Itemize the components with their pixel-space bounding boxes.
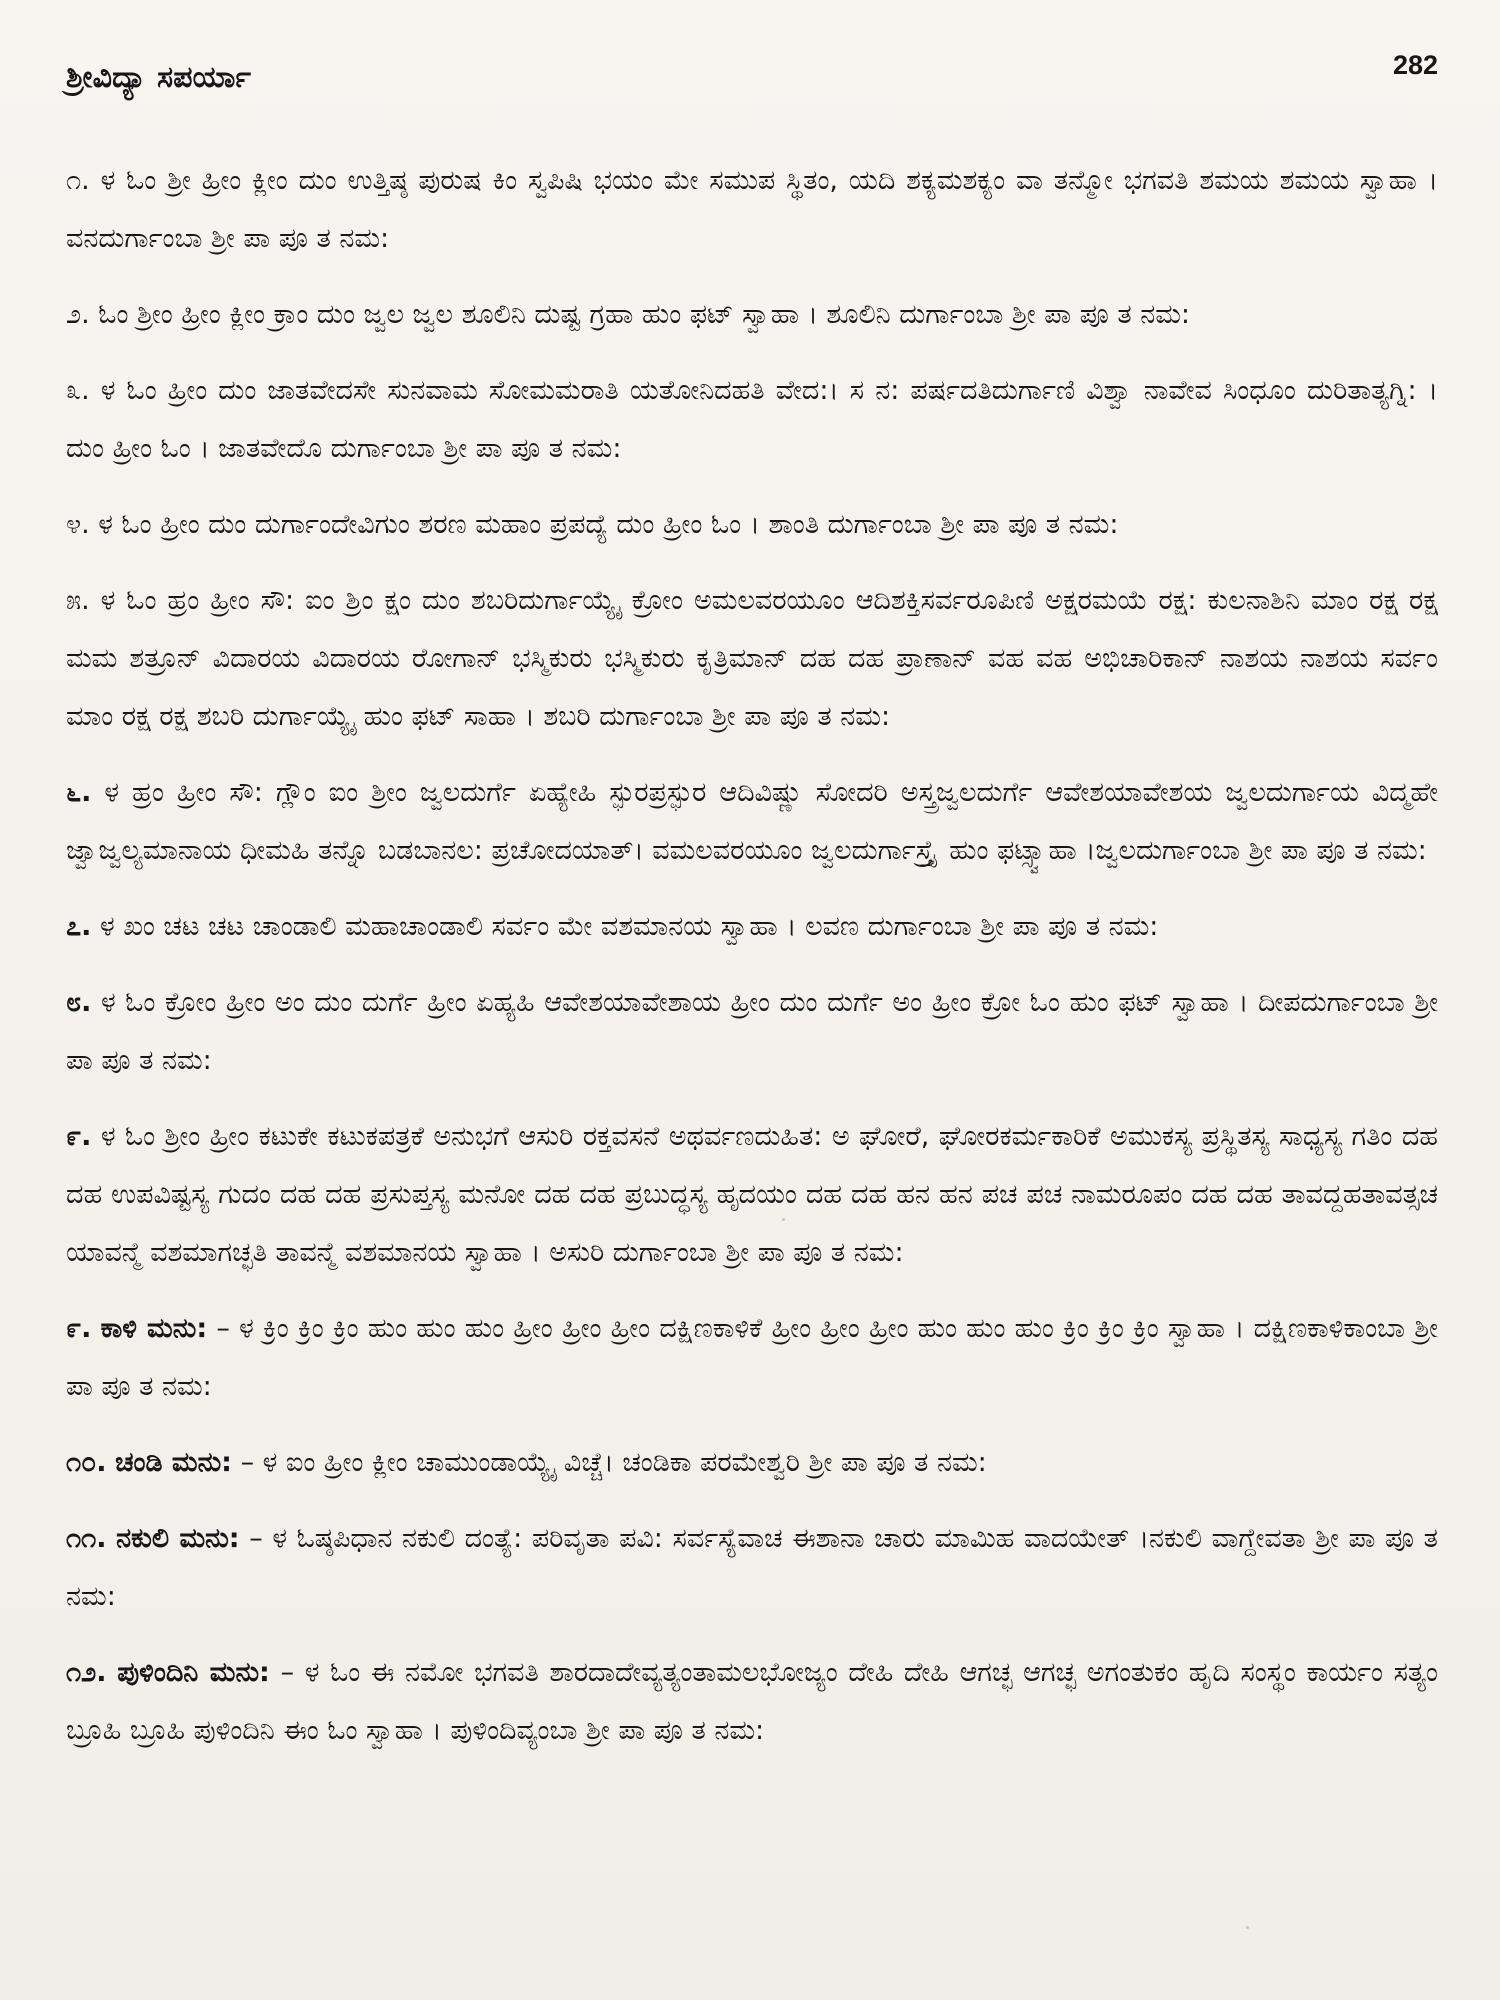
mantra-text: ಳ ಓಂ ಹ್ರಂ ಹ್ರೀಂ ಸೌ: ಐಂ ಶ್ರಿಂ ಕ್ಷಂ ದುಂ ಶಬರಿದುರ್ಗಾಯ್ಯೈ ಕ್ರೋಂ ಅಮಲವರಯೂಂ ಆದಿಶಕ್ತಿಸರ್ವರೂಪಿಣಿ ಅಕ್ಷರಮಯೆ ರಕ್ಷ: ಕುಲನಾಶಿನಿ ಮಾಂ ರಕ್ಷ ರಕ್ಷ ಮಮ ಶತ್ರೂನ್ ವಿದಾರಯ ವಿದಾರಯ ರೋಗಾನ್ ಭಸ್ಮಿಕುರು ಭಸ್ಮಿಕುರು ಕೃತ್ರಿಮಾನ್ ದಹ ದಹ ಪ್ರಾಣಾನ್ ವಹ ವಹ ಅಭಿಚಾರಿಕಾನ್ ನಾಶಯ ನಾಶಯ ಸರ್ವಂ ಮಾಂ ರಕ್ಷ ರಕ್ಷ ಶಬರಿ ದುರ್ಗಾಯ್ಯೈ ಹುಂ ಫಟ್ ಸಾಹಾ । ಶಬರಿ ದುರ್ಗಾಂಬಾ ಶ್ರೀ ಪಾ ಪೂ ತ ನಮ: xyxy=(66,585,1438,732)
page-header xyxy=(66,50,1438,112)
mantra-text: ಳ ಓಂ ಹ್ರೀಂ ದುಂ ದುರ್ಗಾಂದೇವಿಗುಂ ಶರಣ ಮಹಾಂ ಪ್ರಪದ್ಯೆ ದುಂ ಹ್ರೀಂ ಓಂ । ಶಾಂತಿ ದುರ್ಗಾಂಬಾ ಶ್ರೀ ಪಾ ಪೂ ತ ನಮ: xyxy=(98,509,1119,540)
mantra-heading: ನಕುಲಿ ಮನು: xyxy=(116,1523,240,1554)
mantra-text: – ಳ ಓಷ್ಠಪಿಧಾನ ನಕುಲಿ ದಂತ್ಯೆ: ಪರಿವೃತಾ ಪವಿ: ಸರ್ವಸ್ಯೆವಾಚ ಈಶಾನಾ ಚಾರು ಮಾಮಿಹ ವಾದಯೇತ್ ।ನಕುಲಿ ವಾಗ್ದೇವತಾ ಶ್ರೀ ಪಾ ಪೂ ತ ನಮ: xyxy=(66,1523,1438,1612)
mantra-number: ೪. xyxy=(66,509,90,540)
mantra-heading: ಚಂಡಿ ಮನು: xyxy=(115,1447,232,1478)
mantra-paragraph-4 xyxy=(66,496,1438,554)
running-title: ಶ್ರೀವಿದ್ಯಾ ಸಪರ್ಯಾ xyxy=(66,60,252,95)
mantra-paragraph-6 xyxy=(66,764,1438,880)
scan-speck xyxy=(782,1218,785,1221)
mantra-number: ೧೨. xyxy=(66,1657,107,1688)
mantra-paragraph-9 xyxy=(66,1108,1438,1282)
mantra-paragraph-13 xyxy=(66,1644,1438,1760)
mantra-number: ೧೧. xyxy=(66,1523,107,1554)
mantra-number: ೧೦. xyxy=(66,1447,107,1478)
mantra-number: ೬. xyxy=(66,777,92,808)
mantra-text: – ಳ ಓಂ ಈ ನಮೋ ಭಗವತಿ ಶಾರದಾದೇವ್ಯತ್ಯಂತಾಮಲಭೋಜ್ಯಂ ದೇಹಿ ದೇಹಿ ಆಗಚ್ಛ ಆಗಚ್ಛ ಅಗಂತುಕಂ ಹೃದಿ ಸಂಸ್ಥಂ ಕಾರ್ಯಂ ಸತ್ಯಂ ಬ್ರೂಹಿ ಬ್ರೂಹಿ ಪುಳಿಂದಿನಿ ಈಂ ಓಂ ಸ್ವಾಹಾ । ಪುಳಿಂದಿವ್ಯಂಬಾ ಶ್ರೀ ಪಾ ಪೂ ತ ನಮ: xyxy=(66,1657,1439,1746)
mantra-text: ಳ ಓಂ ಹ್ರೀಂ ದುಂ ಜಾತವೇದಸೇ ಸುನವಾಮ ಸೋಮಮರಾತಿ ಯತೋನಿದಹತಿ ವೇದ:। ಸ ನ: ಪರ್ಷದತಿದುರ್ಗಾಣಿ ವಿಶ್ವಾ ನಾವೇವ ಸಿಂಧೂಂ ದುರಿತಾತ್ಯಗ್ನಿ: । ದುಂ ಹ್ರೀಂ ಓಂ । ಜಾತವೇದೊ ದುರ್ಗಾಂಬಾ ಶ್ರೀ ಪಾ ಪೂ ತ ನಮ: xyxy=(66,375,1438,464)
mantra-paragraph-5 xyxy=(66,572,1438,746)
mantra-paragraph-11 xyxy=(66,1434,1438,1492)
mantra-text: – ಳ ಐಂ ಹ್ರೀಂ ಕ್ಲೀಂ ಚಾಮುಂಡಾಯ್ಯೈ ವಿಚ್ಚೆ। ಚಂಡಿಕಾ ಪರಮೇಶ್ವರಿ ಶ್ರೀ ಪಾ ಪೂ ತ ನಮ: xyxy=(240,1447,987,1478)
mantra-number: ೮. xyxy=(66,987,92,1018)
mantra-paragraph-7 xyxy=(66,898,1438,956)
mantra-heading: ಪುಳಿಂದಿನಿ ಮನು: xyxy=(117,1657,270,1688)
mantra-number: ೧. xyxy=(66,165,90,196)
mantra-number: ೭. xyxy=(66,911,92,942)
page-number: 282 xyxy=(1392,50,1438,80)
mantra-text: ಳ ಓಂ ಕ್ರೋಂ ಹ್ರೀಂ ಅಂ ದುಂ ದುರ್ಗೆ ಹ್ರೀಂ ಏಹ್ಯಹಿ ಆವೇಶಯಾವೇಶಾಯ ಹ್ರೀಂ ದುಂ ದುರ್ಗೆ ಅಂ ಹ್ರೀಂ ಕ್ರೋ ಓಂ ಹುಂ ಫಟ್ ಸ್ವಾಹಾ । ದೀಪದುರ್ಗಾಂಬಾ ಶ್ರೀ ಪಾ ಪೂ ತ ನಮ: xyxy=(66,987,1438,1076)
mantra-paragraph-3 xyxy=(66,362,1438,478)
mantra-text: – ಳ ಕ್ರಿಂ ಕ್ರಿಂ ಕ್ರಿಂ ಹುಂ ಹುಂ ಹುಂ ಹ್ರೀಂ ಹ್ರೀಂ ಹ್ರೀಂ ದಕ್ಷಿಣಕಾಳಿಕೆ ಹ್ರೀಂ ಹ್ರೀಂ ಹ್ರೀಂ ಹುಂ ಹುಂ ಹುಂ ಕ್ರಿಂ ಕ್ರಿಂ ಕ್ರಿಂ ಸ್ವಾಹಾ । ದಕ್ಷಿಣಕಾಳಿಕಾಂಬಾ ಶ್ರೀ ಪಾ ಪೂ ತ ನಮ: xyxy=(66,1313,1438,1402)
mantra-heading: ಕಾಳಿ ಮನು: xyxy=(100,1313,208,1344)
mantra-text: ಳ ಓಂ ಶ್ರೀ ಹ್ರೀಂ ಕ್ಲೀಂ ದುಂ ಉತ್ತಿಷ್ಠ ಪುರುಷ ಕಿಂ ಸ್ವಪಿಷಿ ಭಯಂ ಮೇ ಸಮುಪ ಸ್ಥಿತಂ, ಯದಿ ಶಕ್ಯಮಶಕ್ಯಂ ವಾ ತನ್ಮೋ ಭಗವತಿ ಶಮಯ ಶಮಯ ಸ್ವಾಹಾ । ವನದುರ್ಗಾಂಬಾ ಶ್ರೀ ಪಾ ಪೂ ತ ನಮ: xyxy=(66,165,1438,254)
mantra-list xyxy=(66,152,1438,1760)
mantra-text: ಳ ಓಂ ಶ್ರೀಂ ಹ್ರೀಂ ಕಟುಕೇ ಕಟುಕಪತ್ರಕೆ ಅನುಭಗೆ ಆಸುರಿ ರಕ್ತವಸನೆ ಅಥರ್ವಣದುಹಿತ: ಅ ಘೋರೆ, ಘೋರಕರ್ಮಕಾರಿಕೆ ಅಮುಕಸ್ಯ ಪ್ರಸ್ಥಿತಸ್ಯ ಸಾಧ್ಯಸ್ಯ ಗತಿಂ ದಹ ದಹ ಉಪವಿಷ್ಟಸ್ಯ ಗುದಂ ದಹ ದಹ ಪ್ರಸುಪ್ತಸ್ಯ ಮನೋ ದಹ ದಹ ಪ್ರಬುದ್ಧಸ್ಯ ಹೃದಯಂ ದಹ ದಹ ಹನ ಹನ ಪಚ ಪಚ ನಾಮರೂಪಂ ದಹ ದಹ ತಾವದ್ದಹತಾವತ್ಸಚ ಯಾವನ್ಮೆ ವಶಮಾಗಚ್ಛತಿ ತಾವನ್ಮೆ ವಶಮಾನಯ ಸ್ವಾಹಾ । ಅಸುರಿ ದುರ್ಗಾಂಬಾ ಶ್ರೀ ಪಾ ಪೂ ತ ನಮ: xyxy=(66,1121,1438,1268)
mantra-paragraph-12 xyxy=(66,1510,1438,1626)
mantra-paragraph-1 xyxy=(66,152,1438,268)
mantra-text: ಳ ಖಂ ಚಟ ಚಟ ಚಾಂಡಾಲಿ ಮಹಾಚಾಂಡಾಲಿ ಸರ್ವಂ ಮೇ ವಶಮಾನಯ ಸ್ವಾಹಾ । ಲವಣ ದುರ್ಗಾಂಬಾ ಶ್ರೀ ಪಾ ಪೂ ತ ನಮ: xyxy=(99,911,1159,942)
mantra-text: ಓಂ ಶ್ರೀಂ ಹ್ರೀಂ ಕ್ಲೀಂ ಕ್ರಾಂ ದುಂ ಜ್ವಲ ಜ್ವಲ ಶೂಲಿನಿ ದುಷ್ಟ ಗ್ರಹಾ ಹುಂ ಫಟ್ ಸ್ವಾಹಾ । ಶೂಲಿನಿ ದುರ್ಗಾಂಬಾ ಶ್ರೀ ಪಾ ಪೂ ತ ನಮ: xyxy=(98,299,1191,330)
mantra-paragraph-8 xyxy=(66,974,1438,1090)
mantra-number: ೯. xyxy=(66,1313,92,1344)
mantra-text: ಳ ಹ್ರಂ ಹ್ರೀಂ ಸೌ: ಗ್ಲೌಂ ಐಂ ಶ್ರೀಂ ಜ್ವಲದುರ್ಗೆ ಏಹ್ಯೇಹಿ ಸ್ಫುರಪ್ರಸ್ಫುರ ಆದಿವಿಷ್ಣು ಸೋದರಿ ಅಸ್ತ್ರಜ್ವಲದುರ್ಗೆ ಆವೇಶಯಾವೇಶಯ ಜ್ವಲದುರ್ಗಾಯ ವಿದ್ಮಹೇ ಜ್ವಾಜ್ವಲ್ಯಮಾನಾಯ ಧೀಮಹಿ ತನ್ನೊ ಬಡಬಾನಲ: ಪ್ರಚೋದಯಾತ್। ವಮಲವರಯೂಂ ಜ್ವಲದುರ್ಗಾಸ್ತ್ರೈ ಹುಂ ಫಟ್ಸ್ವಾಹಾ ।ಜ್ವಲದುರ್ಗಾಂಬಾ ಶ್ರೀ ಪಾ ಪೂ ತ ನಮ: xyxy=(66,777,1438,866)
mantra-paragraph-2 xyxy=(66,286,1438,344)
mantra-number: ೫. xyxy=(66,585,90,616)
mantra-number: ೯. xyxy=(66,1121,92,1152)
mantra-number: ೨. xyxy=(66,299,90,330)
mantra-number: ೩. xyxy=(66,375,90,406)
mantra-paragraph-10 xyxy=(66,1300,1438,1416)
scan-speck xyxy=(1246,1926,1249,1929)
